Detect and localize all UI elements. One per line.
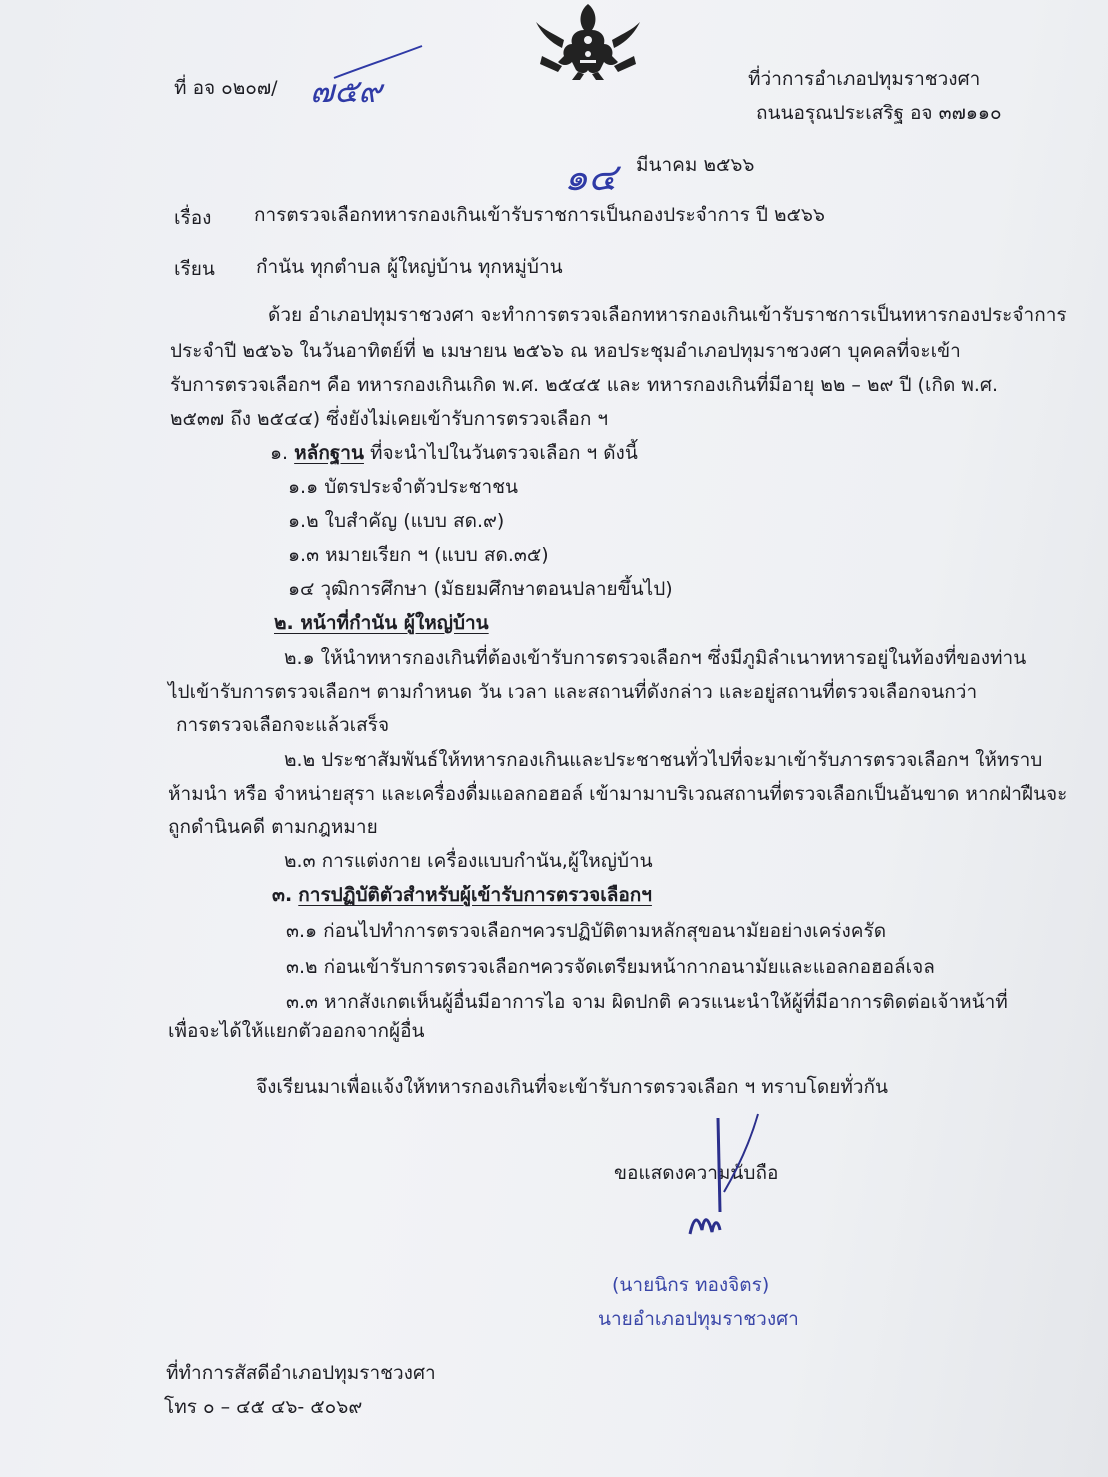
garuda-emblem-icon (528, 0, 648, 82)
section-3-heading (272, 886, 652, 905)
signatory-position: นายอำเภอปทุมราชวงศา (598, 1308, 799, 1330)
intro-line: ด้วย อำเภอปทุมราชวงศา จะทำการตรวจเลือกทหารกองเกินเข้ารับราชการเป็นทหารกองประจำการ (268, 304, 1067, 326)
duty-line: ๒.๓ การแต่งกาย เครื่องแบบกำนัน,ผู้ใหญ่บ้าน (284, 850, 653, 872)
section-1-title: หลักฐาน (294, 442, 364, 464)
signatory-name: (นายนิกร ทองจิตร) (612, 1274, 770, 1296)
duty-line: ห้ามนำ หรือ จำหน่ายสุรา และเครื่องดื่มแอลกอฮอล์ เข้ามามาบริเวณสถานที่ตรวจเลือกเป็นอันขาด หากฝ่าฝืนจะ (168, 783, 1068, 805)
signature-mark (680, 1112, 770, 1242)
date-day-handwritten: ๑๔ (564, 155, 617, 199)
recipient-label: เรียน (174, 258, 215, 280)
conduct-item: ๓.๓ หากสังเกตเห็นผู้อื่นมีอาการไอ จาม ผิดปกติ ควรแนะนำให้ผู้ที่มีอาการติดต่อเจ้าหน้าที่ (286, 991, 1008, 1013)
duty-line: ถูกดำนินคดี ตามกฎหมาย (168, 816, 378, 838)
reference-number-handwritten: ๗๕๙ (310, 72, 382, 110)
section-1-heading (270, 444, 638, 463)
evidence-item: ๑.๑ บัตรประจำตัวประชาชน (288, 476, 519, 498)
intro-line: ๒๕๓๗ ถึง ๒๕๔๔) ซึ่งยังไม่เคยเข้ารับการตรวจเลือก ฯ (170, 408, 609, 430)
subject-label: เรื่อง (174, 207, 212, 229)
duty-line: การตรวจเลือกจะแล้วเสร็จ (176, 714, 390, 736)
section-1-number: ๑. (270, 442, 289, 464)
footer-office: ที่ทำการสัสดีอำเภอปทุมราชวงศา (166, 1362, 436, 1384)
duty-line: ไปเข้ารับการตรวจเลือกฯ ตามกำหนด วัน เวลา และสถานที่ดังกล่าว และอยู่สถานที่ตรวจเลือกจนกว่า (168, 681, 978, 703)
letter-date: มีนาคม ๒๕๖๖ (636, 154, 755, 176)
recipient-text: กำนัน ทุกตำบล ผู้ใหญ่บ้าน ทุกหมู่บ้าน (256, 256, 563, 278)
evidence-item: ๑.๒ ใบสำคัญ (แบบ สด.๙) (288, 510, 505, 532)
conduct-item: ๓.๒ ก่อนเข้ารับการตรวจเลือกฯควรจัดเตรียมหน้ากากอนามัยและแอลกอฮอล์เจล (286, 956, 935, 978)
office-name: ที่ว่าการอำเภอปทุมราชวงศา (748, 68, 981, 90)
evidence-item: ๑.๓ หมายเรียก ฯ (แบบ สด.๓๕) (288, 544, 549, 566)
section-3-number: ๓. (272, 884, 293, 906)
intro-line: รับการตรวจเลือกฯ คือ ทหารกองเกินเกิด พ.ศ. ๒๕๔๕ และ ทหารกองเกินที่มีอายุ ๒๒ – ๒๙ ปี (เกิด พ.ศ. (170, 374, 998, 396)
footer-phone: โทร ๐ – ๔๕ ๔๖- ๕๐๖๙ (164, 1396, 363, 1418)
evidence-item: ๑๔ วุฒิการศึกษา (มัธยมศึกษาตอนปลายขึ้นไป) (288, 578, 673, 600)
section-1-rest: ที่จะนำไปในวันตรวจเลือก ฯ ดังนี้ (363, 442, 638, 464)
conduct-item: ๓.๑ ก่อนไปทำการตรวจเลือกฯควรปฏิบัติตามหลักสุขอนามัยอย่างเคร่งครัด (286, 920, 887, 942)
intro-line: ประจำปี ๒๕๖๖ ในวันอาทิตย์ที่ ๒ เมษายน ๒๕๖๖ ณ หอประชุมอำเภอปทุมราชวงศา บุคคลที่จะเข้า (170, 340, 961, 362)
section-3-title: การปฏิบัติตัวสำหรับผู้เข้ารับการตรวจเลือกฯ (298, 884, 652, 906)
handwritten-stroke (330, 44, 430, 84)
duty-line: ๒.๒ ประชาสัมพันธ์ให้ทหารกองเกินและประชาชนทั่วไปที่จะมาเข้ารับภารตรวจเลือกฯ ให้ทราบ (284, 749, 1043, 771)
closing-text: จึงเรียนมาเพื่อแจ้งให้ทหารกองเกินที่จะเข้ารับการตรวจเลือก ฯ ทราบโดยทั่วกัน (256, 1076, 889, 1098)
reference-label: ที่ อจ ๐๒๐๗/ (174, 77, 278, 99)
duty-line: ๒.๑ ให้นำทหารกองเกินที่ต้องเข้ารับการตรวจเลือกฯ ซึ่งมีภูมิลำเนาทหารอยู่ในท้องที่ของท่าน (284, 647, 1027, 669)
conduct-item: เพื่อจะได้ให้แยกตัวออกจากผู้อื่น (168, 1020, 425, 1042)
subject-text: การตรวจเลือกทหารกองเกินเข้ารับราชการเป็นกองประจำการ ปี ๒๕๖๖ (254, 204, 825, 226)
office-address: ถนนอรุณประเสริฐ อจ ๓๗๑๑๐ (756, 102, 1002, 124)
section-2-title: ๒. หน้าที่กำนัน ผู้ใหญ่บ้าน (274, 612, 489, 634)
regards-text: ขอแสดงความนับถือ (614, 1162, 779, 1184)
